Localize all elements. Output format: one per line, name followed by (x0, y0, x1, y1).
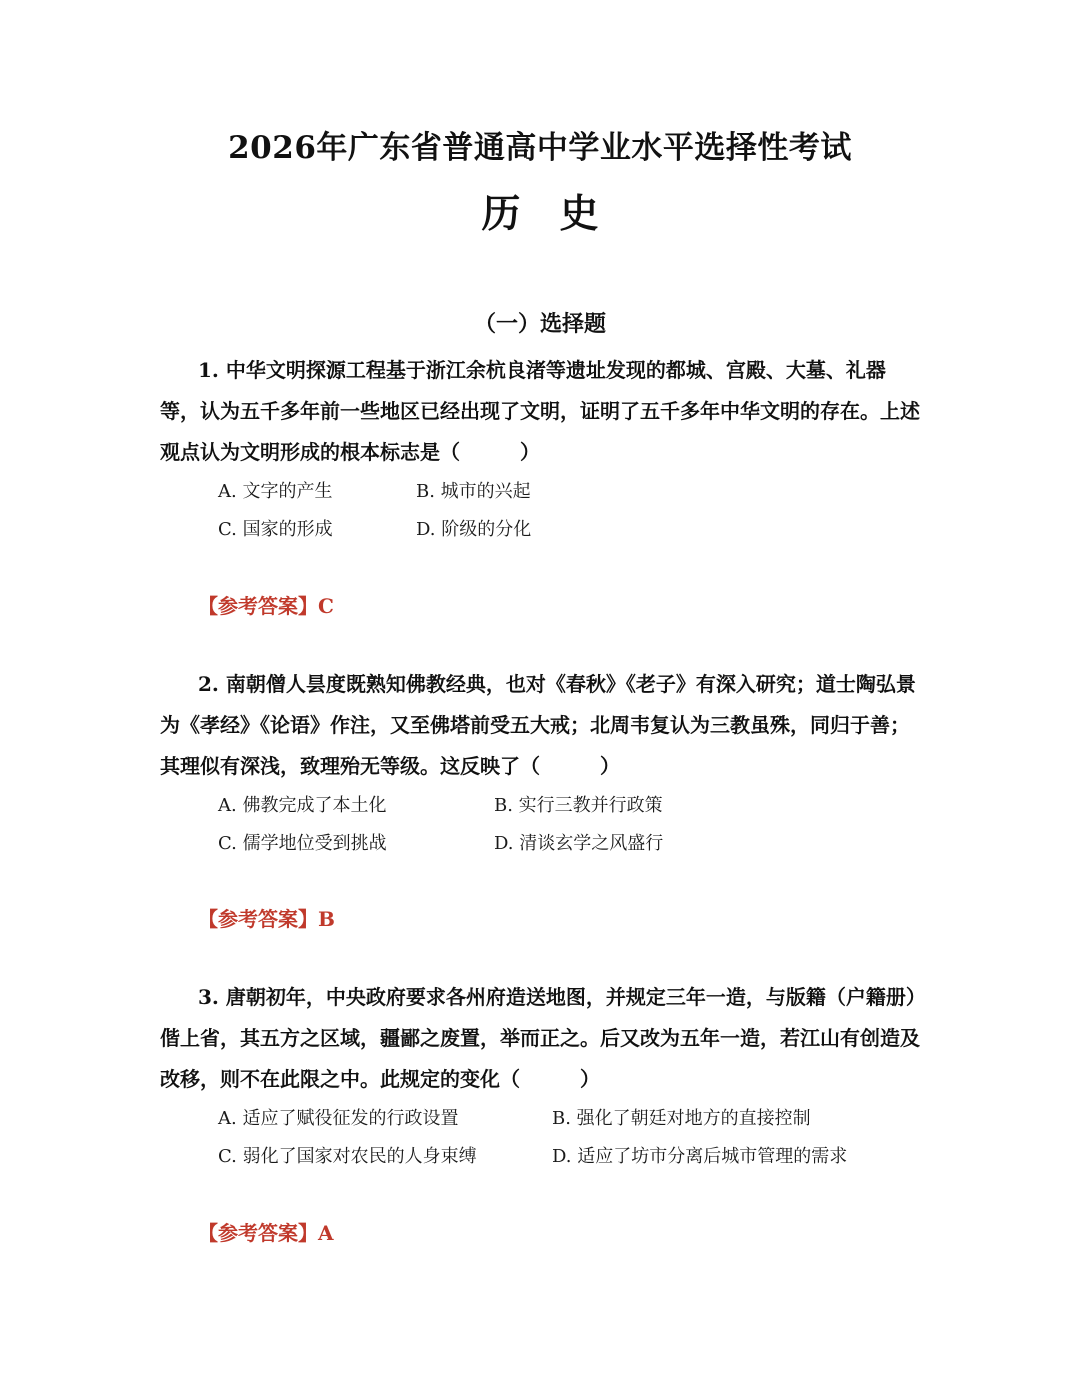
section-title: （一）选择题 (473, 311, 606, 337)
option-row (218, 787, 920, 825)
option-b[interactable]: B. 实行三教并行政策 (494, 795, 663, 816)
option-list (160, 473, 920, 549)
option-c[interactable]: C. 弱化了国家对农民的人身束缚 (218, 1146, 477, 1167)
option-row (218, 511, 920, 549)
option-row (218, 473, 920, 511)
option-list (160, 1100, 920, 1176)
question-3 (160, 977, 920, 1176)
question-stem: 2. 南朝僧人昙度既熟知佛教经典，也对《春秋》《老子》有深入研究；道士陶弘景为《孝经》《论语》作注，又至佛塔前受五大戒；北周韦复认为三教虽殊，同归于善；其理似有深浅，致理殆无等级。这反映了（ ） (160, 672, 916, 778)
option-b[interactable]: B. 城市的兴起 (416, 481, 531, 502)
question-stem: 3. 唐朝初年，中央政府要求各州府造送地图，并规定三年一造，与版籍（户籍册）偕上省，其五方之区域，疆鄙之废置，举而正之。后又改为五年一造，若江山有创造及改移，则不在此限之中。此规定的变化（ ） (160, 985, 920, 1091)
exam-title: 2026年广东省普通高中学业水平选择性考试 (228, 130, 852, 166)
question-2 (160, 664, 920, 863)
option-c[interactable]: C. 国家的形成 (218, 519, 333, 540)
option-a[interactable]: A. 文字的产生 (218, 481, 333, 502)
option-a[interactable]: A. 佛教完成了本土化 (218, 795, 387, 816)
option-c[interactable]: C. 儒学地位受到挑战 (218, 833, 387, 854)
option-b[interactable]: B. 强化了朝廷对地方的直接控制 (552, 1108, 811, 1129)
option-a[interactable]: A. 适应了赋役征发的行政设置 (218, 1108, 459, 1129)
reference-answer: 【参考答案】B (198, 907, 335, 931)
reference-answer: 【参考答案】A (198, 1221, 334, 1245)
subject-title: 历 史 (481, 191, 599, 237)
option-d[interactable]: D. 适应了坊市分离后城市管理的需求 (552, 1146, 848, 1167)
option-list (160, 787, 920, 863)
option-row (218, 1138, 920, 1176)
option-d[interactable]: D. 阶级的分化 (416, 519, 532, 540)
question-1 (160, 350, 920, 549)
option-d[interactable]: D. 清谈玄学之风盛行 (494, 833, 664, 854)
question-stem: 1. 中华文明探源工程基于浙江余杭良渚等遗址发现的都城、宫殿、大墓、礼器等，认为五千多年前一些地区已经出现了文明，证明了五千多年中华文明的存在。上述观点认为文明形成的根本标志是（ ） (160, 358, 920, 464)
reference-answer: 【参考答案】C (198, 594, 334, 618)
option-row (218, 825, 920, 863)
option-row (218, 1100, 920, 1138)
